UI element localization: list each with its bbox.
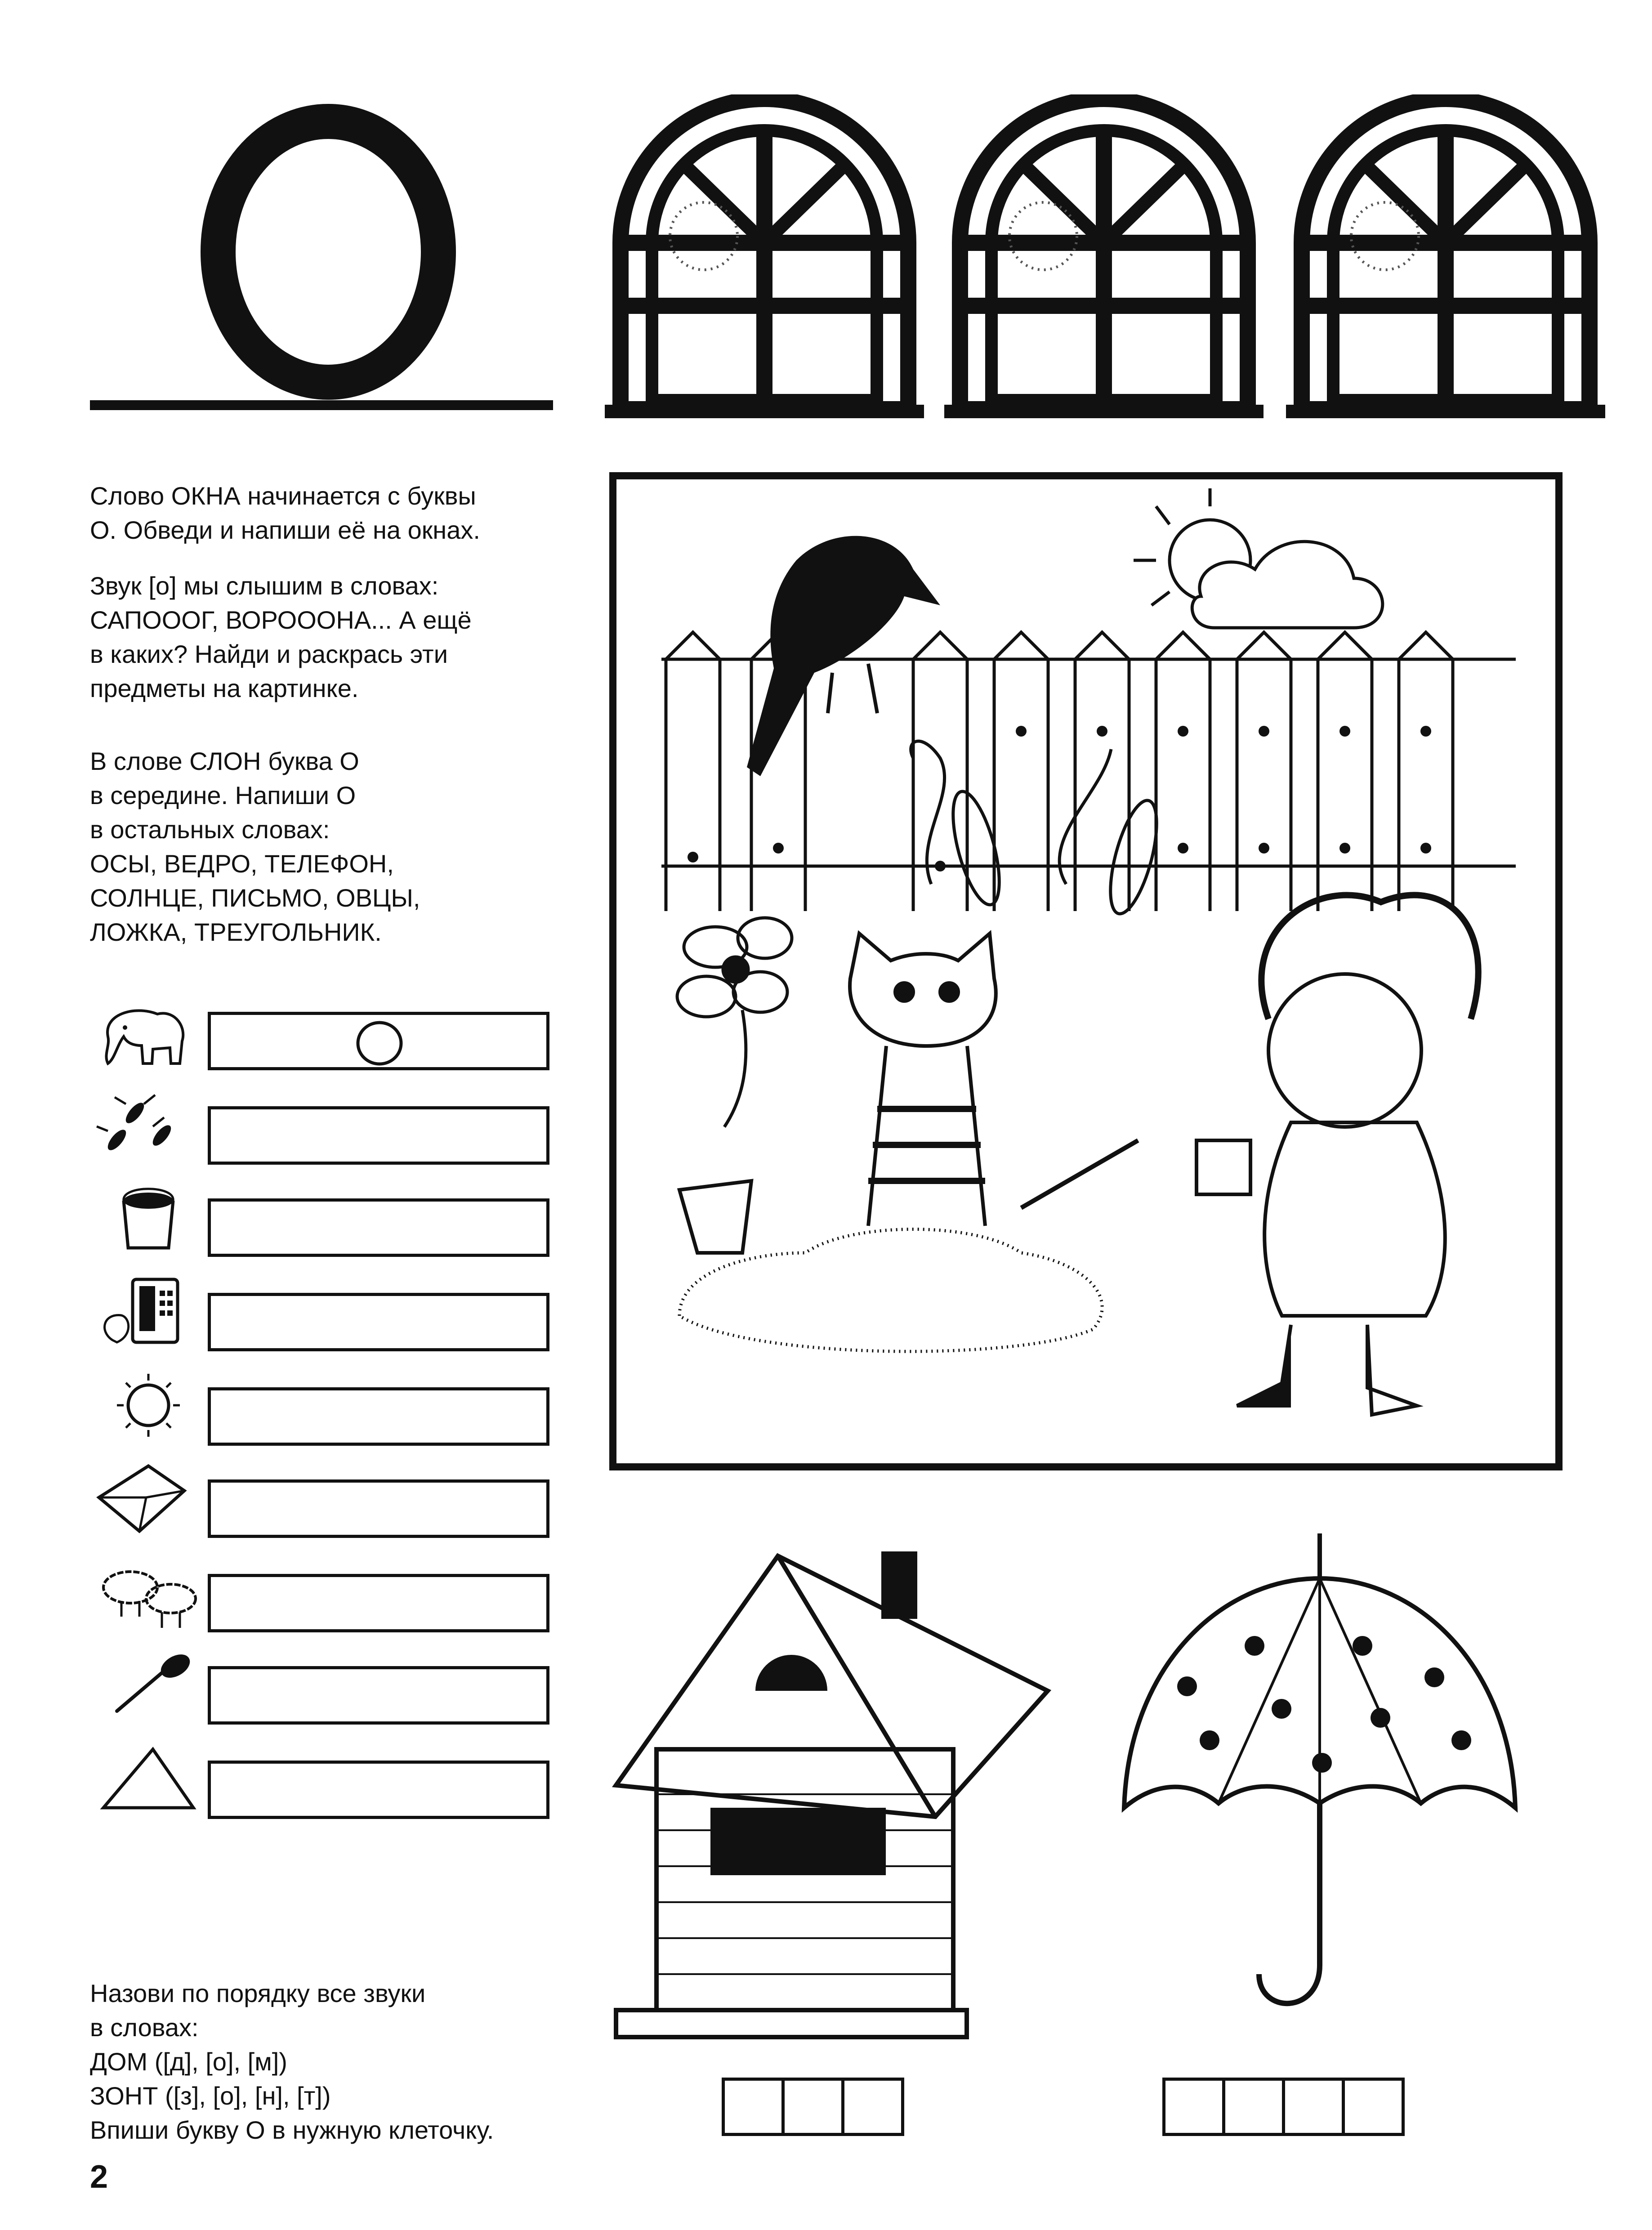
big-letter-o bbox=[175, 103, 481, 400]
cat-drawing bbox=[850, 934, 996, 1226]
answer-box-sheep[interactable] bbox=[208, 1574, 549, 1632]
answer-box-bucket[interactable] bbox=[208, 1198, 549, 1257]
letter-baseline bbox=[90, 400, 553, 410]
sound-cell[interactable] bbox=[1162, 2078, 1225, 2136]
answer-box-sun[interactable] bbox=[208, 1387, 549, 1446]
crow-drawing bbox=[747, 536, 940, 776]
instruction-write-letter: В слове СЛОН буква О в середине. Напиши О в остальных словах: ОСЫ, ВЕДРО, ТЕЛЕФОН, СОЛНЦЕ, ПИСЬМО, ОВЦЫ, ЛОЖКА, ТРЕУГОЛЬНИК. bbox=[90, 747, 420, 946]
window-1[interactable] bbox=[605, 94, 924, 418]
sound-cell[interactable] bbox=[1342, 2078, 1405, 2136]
house-sound-cells bbox=[722, 2078, 904, 2136]
window-2[interactable] bbox=[944, 94, 1264, 418]
umbrella-drawing bbox=[1111, 1529, 1529, 2019]
scene-picture bbox=[609, 472, 1563, 1470]
sound-cell[interactable] bbox=[1282, 2078, 1345, 2136]
flower-drawing bbox=[677, 918, 792, 1127]
bucket-icon bbox=[90, 1180, 202, 1257]
answer-box-envelope[interactable] bbox=[208, 1479, 549, 1538]
answer-box-wasps[interactable] bbox=[208, 1106, 549, 1165]
window-3[interactable] bbox=[1286, 94, 1605, 418]
girl-drawing bbox=[1197, 895, 1478, 1415]
sound-cell[interactable] bbox=[1222, 2078, 1285, 2136]
instruction-windows: Слово ОКНА начинается с буквы О. Обведи и напиши её на окнах. bbox=[90, 482, 480, 544]
house-drawing bbox=[603, 1542, 1070, 2042]
sound-cell[interactable] bbox=[781, 2078, 844, 2136]
sun-cloud-drawing bbox=[1134, 488, 1383, 628]
umbrella-sound-cells bbox=[1162, 2078, 1405, 2136]
triangle-icon bbox=[90, 1740, 202, 1817]
telephone-icon bbox=[90, 1273, 202, 1349]
sound-cell[interactable] bbox=[841, 2078, 904, 2136]
wasps-icon bbox=[90, 1086, 202, 1162]
elephant-icon bbox=[90, 996, 202, 1073]
envelope-icon bbox=[90, 1459, 202, 1536]
page-number: 2 bbox=[90, 2159, 108, 2195]
instruction-sounds: Назови по порядку все звуки в словах: ДОМ ([д], [о], [м]) ЗОНТ ([з], [о], [н], [т]) Впиши букву О в нужную клеточку. bbox=[90, 1979, 494, 2144]
answer-box-spoon[interactable] bbox=[208, 1666, 549, 1725]
answer-box-triangle[interactable] bbox=[208, 1761, 549, 1819]
answer-box-elephant[interactable] bbox=[208, 1012, 549, 1070]
spoon-icon bbox=[90, 1646, 202, 1722]
sound-cell[interactable] bbox=[722, 2078, 785, 2136]
sand-pile-drawing bbox=[679, 1140, 1138, 1351]
answer-box-telephone[interactable] bbox=[208, 1293, 549, 1351]
sun-icon bbox=[90, 1367, 202, 1443]
sheep-icon bbox=[90, 1556, 202, 1632]
instruction-find-sound: Звук [о] мы слышим в словах: САПОООГ, ВОРОООНА... А ещё в каких? Найди и раскрась эти предметы на картинке. bbox=[90, 572, 472, 702]
